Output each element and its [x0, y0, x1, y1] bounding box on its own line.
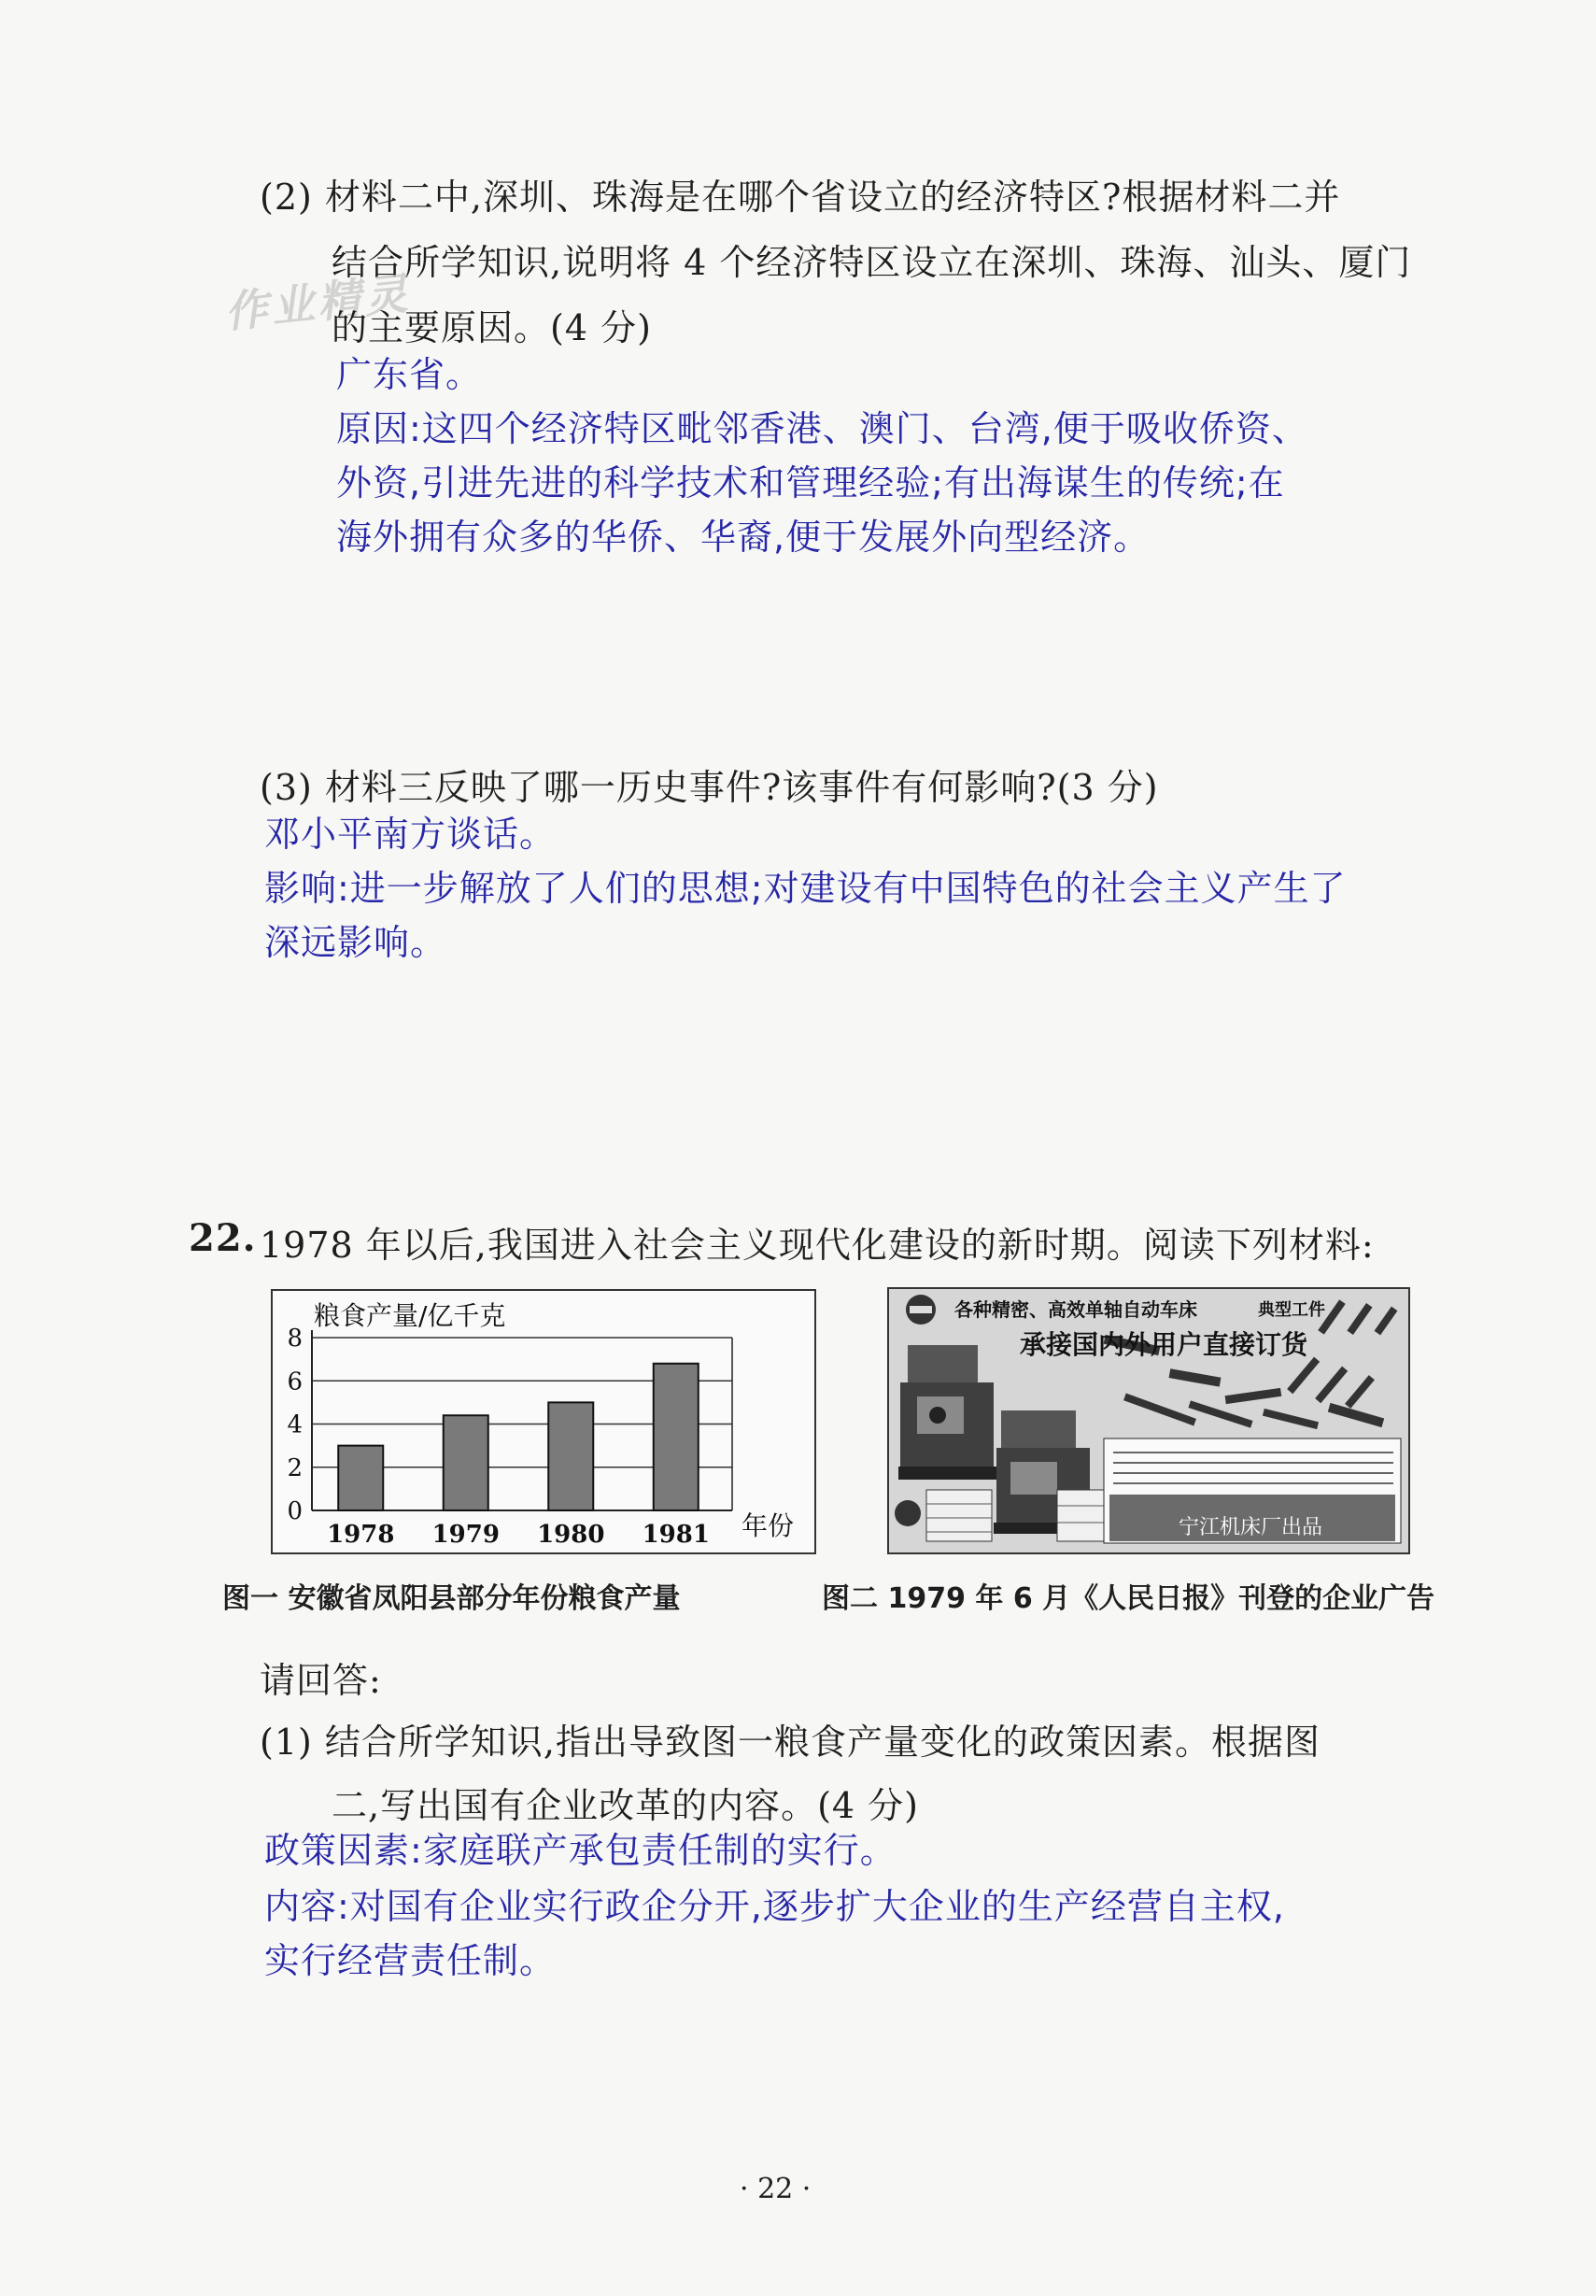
- bar-1980: [548, 1402, 593, 1510]
- y-tick-label-6: 6: [287, 1368, 303, 1396]
- q22-answer-1: 政策因素:家庭联产承包责任制的实行。: [264, 1830, 897, 1871]
- q2-answer-3: 外资,引进先进的科学技术和管理经验;有出海谋生的传统;在: [336, 462, 1285, 503]
- q2-answer-1: 广东省。: [336, 354, 483, 395]
- q3-answer-2: 影响:进一步解放了人们的思想;对建设有中国特色的社会主义产生了: [264, 868, 1347, 909]
- q22-sub1-line-2: 二,写出国有企业改革的内容。(4 分): [332, 1785, 919, 1826]
- q22-number: 22.: [189, 1216, 257, 1260]
- bar-1981: [654, 1364, 699, 1510]
- y-axis-label: 粮食产量/亿千克: [314, 1300, 506, 1331]
- page-number: · 22 ·: [740, 2173, 812, 2205]
- q22-answer-2: 内容:对国有企业实行政企分开,逐步扩大企业的生产经营自主权,: [264, 1886, 1285, 1927]
- q22-sub1-line-1: (1) 结合所学知识,指出导致图一粮食产量变化的政策因素。根据图: [260, 1722, 1321, 1763]
- watermark: 作业精灵: [222, 267, 414, 338]
- y-tick-label-4: 4: [287, 1410, 303, 1439]
- x-axis-label: 年份: [742, 1510, 795, 1541]
- q2-line-3: 的主要原因。(4 分): [332, 307, 652, 348]
- x-tick-label-1980: 1980: [537, 1521, 605, 1549]
- y-tick-label-2: 2: [287, 1453, 303, 1482]
- x-tick-label-1979: 1979: [431, 1521, 500, 1549]
- figure-1-chart: [271, 1289, 816, 1554]
- q2-line-2: 结合所学知识,说明将 4 个经济特区设立在深圳、珠海、汕头、厦门: [332, 242, 1412, 283]
- q22-prompt: 请回答:: [260, 1660, 382, 1701]
- q2-answer-4: 海外拥有众多的华侨、华裔,便于发展外向型经济。: [336, 517, 1151, 558]
- bar-1978: [338, 1446, 383, 1510]
- q2-line-1: (2) 材料二中,深圳、珠海是在哪个省设立的经济特区?根据材料二并: [260, 177, 1341, 218]
- x-tick-label-1978: 1978: [327, 1521, 395, 1549]
- figure-2-caption: 图二 1979 年 6 月《人民日报》刊登的企业广告: [822, 1582, 1435, 1615]
- q3-line-1: (3) 材料三反映了哪一历史事件?该事件有何影响?(3 分): [260, 767, 1159, 808]
- figure-1-caption: 图一 安徽省凤阳县部分年份粮食产量: [222, 1582, 681, 1615]
- ad-header-right: 典型工件: [1258, 1300, 1325, 1320]
- figure-2-advertisement: [887, 1287, 1410, 1554]
- q22-intro: 1978 年以后,我国进入社会主义现代化建设的新时期。阅读下列材料:: [260, 1225, 1375, 1266]
- ad-header: 各种精密、高效单轴自动车床: [954, 1298, 1197, 1321]
- ad-headline: 承接国内外用户直接订货: [1020, 1329, 1308, 1360]
- q22-answer-3: 实行经营责任制。: [264, 1940, 557, 1981]
- ad-footer: 宁江机床厂出品: [1179, 1516, 1323, 1539]
- q2-answer-2: 原因:这四个经济特区毗邻香港、澳门、台湾,便于吸收侨资、: [336, 408, 1308, 449]
- bar-1979: [444, 1415, 488, 1510]
- x-tick-label-1981: 1981: [642, 1521, 710, 1549]
- q3-answer-1: 邓小平南方谈话。: [264, 814, 557, 855]
- q3-answer-3: 深远影响。: [264, 922, 447, 963]
- y-tick-label-0: 0: [287, 1497, 303, 1525]
- y-tick-label-8: 8: [287, 1325, 303, 1353]
- grain-output-chart: [273, 1291, 814, 1552]
